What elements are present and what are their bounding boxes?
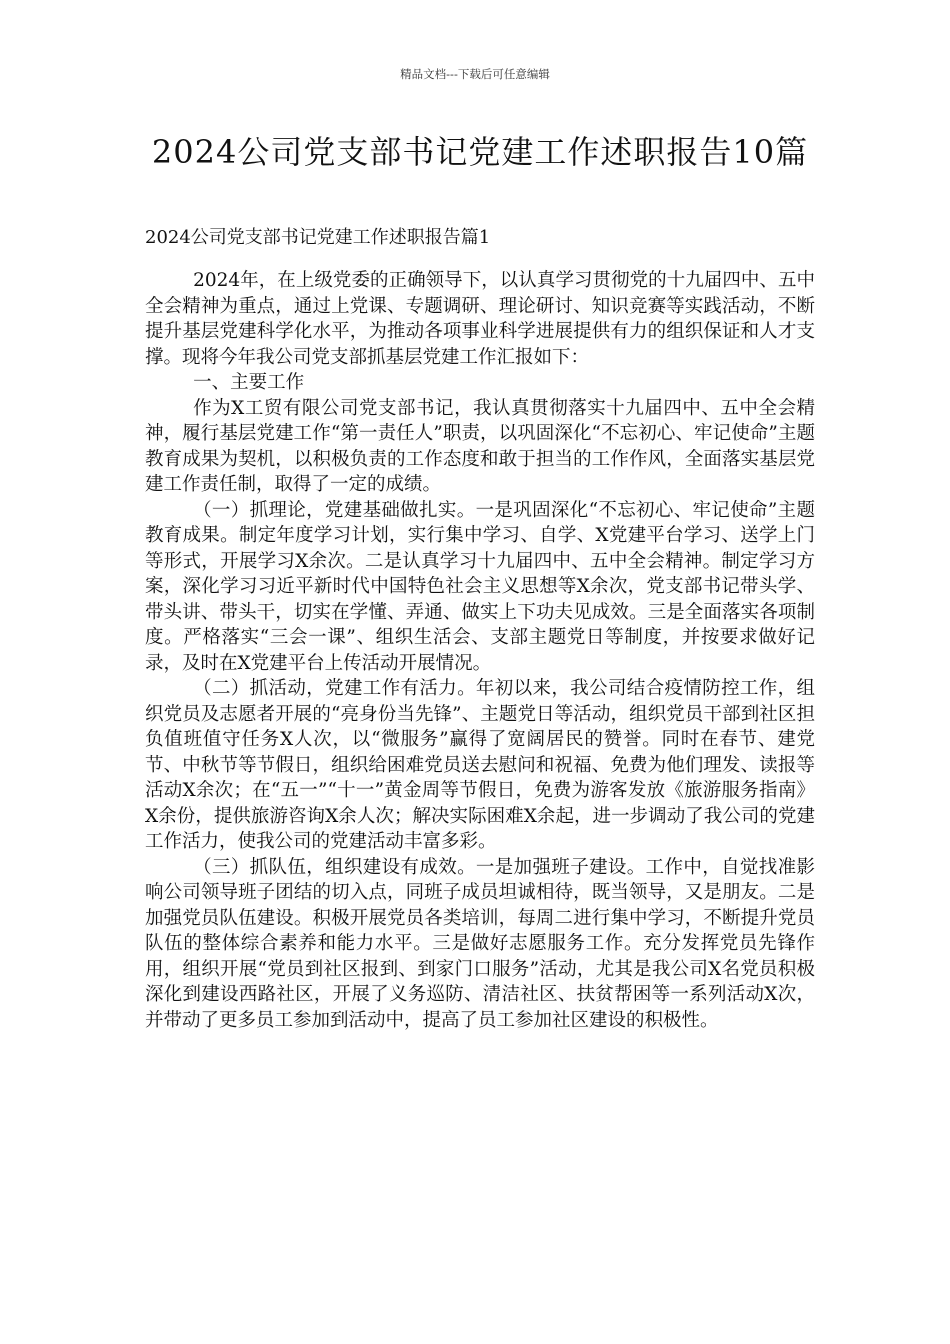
paragraph-activities: （二）抓活动，党建工作有活力。年初以来，我公司结合疫情防控工作，组织党员及志愿者开展的“亮身份当先锋”、主题党日等活动，组织党员干部到社区担负值班值守任务X人次，以“微服务”赢得了宽阔居民的赞誉。同时在春节、建党节、中秋节等节假日，组织给困难党员送去慰问和祝福、免费为他们理发、读报等活动X余次；在“五一”“十一”黄金周等节假日，免费为游客发放《旅游服务指南》X余份，提供旅游咨询X余人次；解决实际困难X余起，进一步调动了我公司的党建工作活力，使我公司的党建活动丰富多彩。 (145, 678, 815, 852)
page-header: 精品文档---下载后可任意编辑 (400, 67, 550, 81)
document-title: 2024公司党支部书记党建工作述职报告10篇 (151, 133, 809, 171)
paragraph-intro: 2024年，在上级党委的正确领导下，以认真学习贯彻党的十九届四中、五中全会精神为重点，通过上党课、专题调研、理论研讨、知识竞赛等实践活动，不断提升基层党建科学化水平，为推动各项事业科学进展提供有力的组织保证和人才支撑。现将今年我公司党支部抓基层党建工作汇报如下： (145, 270, 815, 368)
document-body (145, 268, 815, 1033)
section-subtitle: 2024公司党支部书记党建工作述职报告篇1 (145, 227, 491, 248)
heading-main-work: 一、主要工作 (193, 372, 305, 393)
paragraph-theory: （一）抓理论，党建基础做扎实。一是巩固深化“不忘初心、牢记使命”主题教育成果。制定年度学习计划，实行集中学习、自学、X党建平台学习、送学上门等形式，开展学习X余次。二是认真学习十九届四中、五中全会精神。制定学习方案，深化学习习近平新时代中国特色社会主义思想等X余次，党支部书记带头学、带头讲、带头干，切实在学懂、弄通、做实上下功夫见成效。三是全面落实各项制度。严格落实“三会一课”、组织生活会、支部主题党日等制度，并按要求做好记录，及时在X党建平台上传活动开展情况。 (145, 499, 815, 674)
paragraph-team: （三）抓队伍，组织建设有成效。一是加强班子建设。工作中，自觉找准影响公司领导班子团结的切入点，同班子成员坦诚相待，既当领导，又是朋友。二是加强党员队伍建设。积极开展党员各类培训，每周二进行集中学习，不断提升党员队伍的整体综合素养和能力水平。三是做好志愿服务工作。充分发挥党员先锋作用，组织开展“党员到社区报到、到家门口服务”活动，尤其是我公司X名党员积极深化到建设西路社区，开展了义务巡防、清洁社区、扶贫帮困等一系列活动X次，并带动了更多员工参加到活动中，提高了员工参加社区建设的积极性。 (145, 856, 815, 1031)
paragraph-role: 作为X工贸有限公司党支部书记，我认真贯彻落实十九届四中、五中全会精神，履行基层党建工作“第一责任人”职责，以巩固深化“不忘初心、牢记使命”主题教育成果为契机，以积极负责的工作态度和敢于担当的工作作风，全面落实基层党建工作责任制，取得了一定的成绩。 (145, 397, 815, 495)
